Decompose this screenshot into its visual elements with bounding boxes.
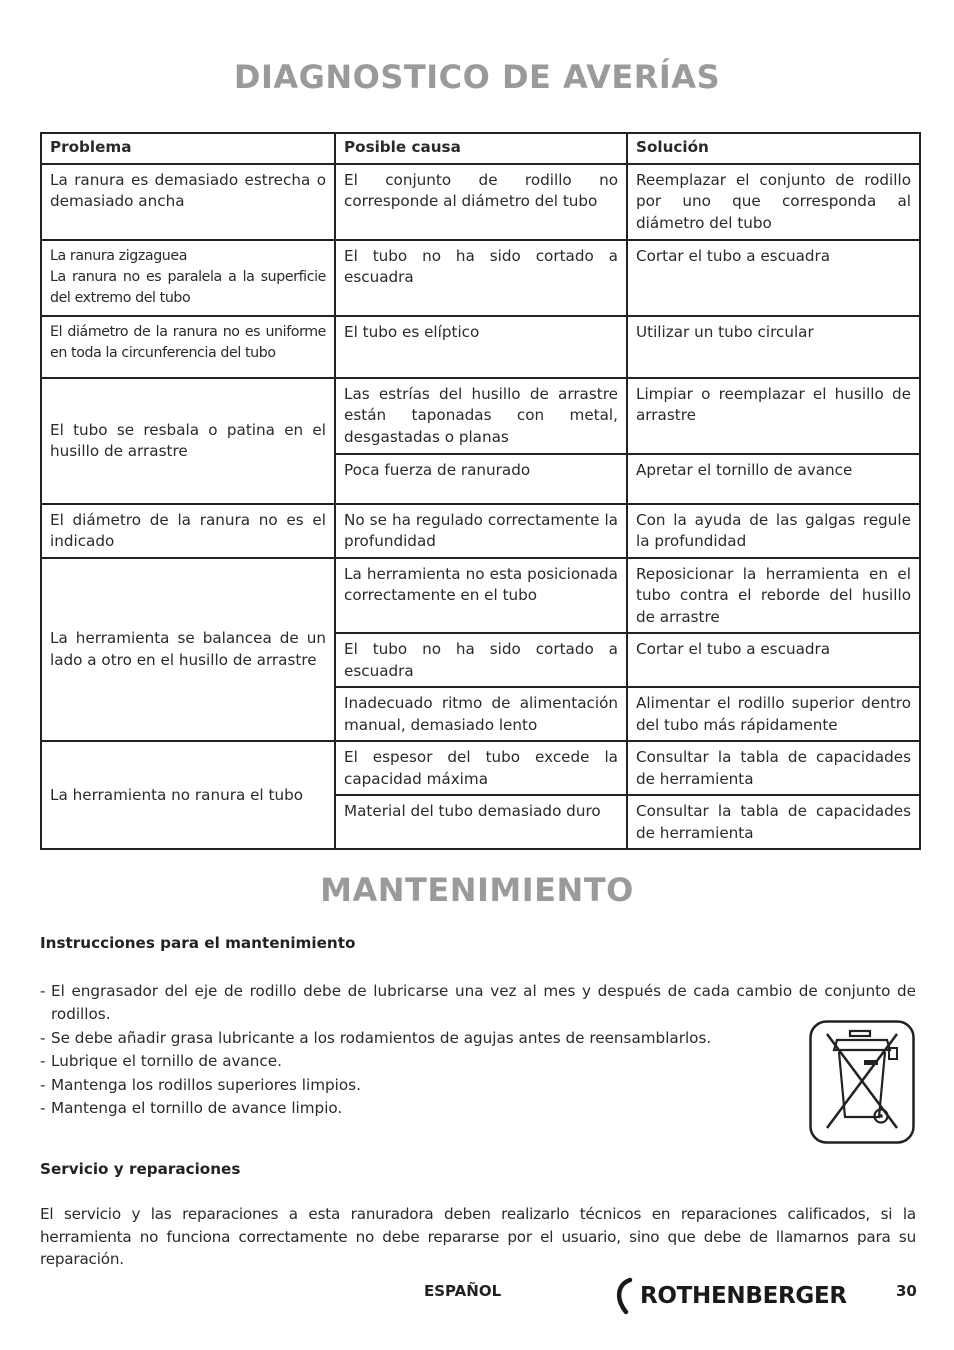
brand-name: ROTHENBERGER [640,1283,847,1309]
rothenberger-arc-logo-icon [612,1276,642,1316]
cell-problema: La herramienta se balancea de un lado a otro en el husillo de arrastre [41,558,335,742]
cell-causa: No se ha regulado correctamente la profundidad [335,504,627,558]
cell-solucion: Cortar el tubo a escuadra [627,240,920,316]
page-title-diagnostico: DIAGNOSTICO DE AVERÍAS [233,58,721,96]
cell-causa: Material del tubo demasiado duro [335,795,627,849]
page-title-mantenimiento: MANTENIMIENTO [320,871,634,909]
cell-solucion: Consultar la tabla de capacidades de herramienta [627,795,920,849]
cell-problema: La ranura es demasiado estrecha o demasiado ancha [41,164,335,240]
cell-solucion: Apretar el tornillo de avance [627,454,920,504]
service-paragraph: El servicio y las reparaciones a esta ranuradora deben realizarlo técnicos en reparaciones calificados, si la herramienta no funciona correctamente no debe repararse por el usuario, sino que debe de llamarnos para su reparación. [40,1205,916,1268]
cell-causa: Inadecuado ritmo de alimentación manual, demasiado lento [335,687,627,741]
crossed-out-wheelie-bin-icon [809,1020,915,1144]
maintenance-list [40,980,916,1120]
cell-causa: El espesor del tubo excede la capacidad máxima [335,741,627,795]
list-item: - Mantenga los rodillos superiores limpios. [40,1074,916,1097]
cell-causa: Las estrías del husillo de arrastre están taponadas con metal, desgastadas o planas [335,378,627,454]
cell-causa: El tubo no ha sido cortado a escuadra [335,633,627,687]
cell-problema: El tubo se resbala o patina en el husillo de arrastre [41,378,335,504]
troubleshooting-table [40,132,921,850]
brand-logo [612,1276,847,1316]
table-row [41,378,920,454]
cell-problema-line: La ranura no es paralela a la superficie del extremo del tubo [50,268,326,306]
section-heading-servicio: Servicio y reparaciones [40,1160,241,1178]
table-row [41,316,920,378]
table-header-row [41,133,920,164]
section-heading-instrucciones: Instrucciones para el mantenimiento [40,934,356,952]
table-row [41,504,920,558]
page-number: 30 [896,1282,917,1300]
header-problema: Problema [41,133,335,164]
cell-solucion: Reposicionar la herramienta en el tubo contra el reborde del husillo de arrastre [627,558,920,634]
cell-causa: El tubo no ha sido cortado a escuadra [335,240,627,316]
list-item: - El engrasador del eje de rodillo debe de lubricarse una vez al mes y después de cada cambio de conjunto de rodillos. [40,980,916,1027]
footer-language: ESPAÑOL [424,1282,502,1300]
cell-causa: Poca fuerza de ranurado [335,454,627,504]
cell-causa: El tubo es elíptico [335,316,627,378]
table-row [41,240,920,316]
cell-problema: El diámetro de la ranura no es el indicado [41,504,335,558]
cell-problema: El diámetro de la ranura no es uniforme en toda la circunferencia del tubo [41,316,335,378]
cell-causa: El conjunto de rodillo no corresponde al diámetro del tubo [335,164,627,240]
table-row [41,741,920,795]
header-causa: Posible causa [335,133,627,164]
cell-solucion: Reemplazar el conjunto de rodillo por uno que corresponda al diámetro del tubo [627,164,920,240]
cell-solucion: Cortar el tubo a escuadra [627,633,920,687]
table-row [41,164,920,240]
header-solucion: Solución [627,133,920,164]
cell-problema-line: La ranura zigzaguea [50,247,188,264]
cell-solucion: Con la ayuda de las galgas regule la profundidad [627,504,920,558]
cell-problema: La herramienta no ranura el tubo [41,741,335,849]
cell-solucion: Alimentar el rodillo superior dentro del tubo más rápidamente [627,687,920,741]
cell-causa: La herramienta no esta posicionada correctamente en el tubo [335,558,627,634]
list-item: - Mantenga el tornillo de avance limpio. [40,1097,916,1120]
cell-solucion: Consultar la tabla de capacidades de herramienta [627,741,920,795]
cell-solucion: Limpiar o reemplazar el husillo de arrastre [627,378,920,454]
cell-problema [41,240,335,316]
table-row [41,558,920,634]
cell-solucion: Utilizar un tubo circular [627,316,920,378]
list-item: - Se debe añadir grasa lubricante a los rodamientos de agujas antes de reensamblarlos. [40,1027,916,1050]
list-item: - Lubrique el tornillo de avance. [40,1050,916,1073]
